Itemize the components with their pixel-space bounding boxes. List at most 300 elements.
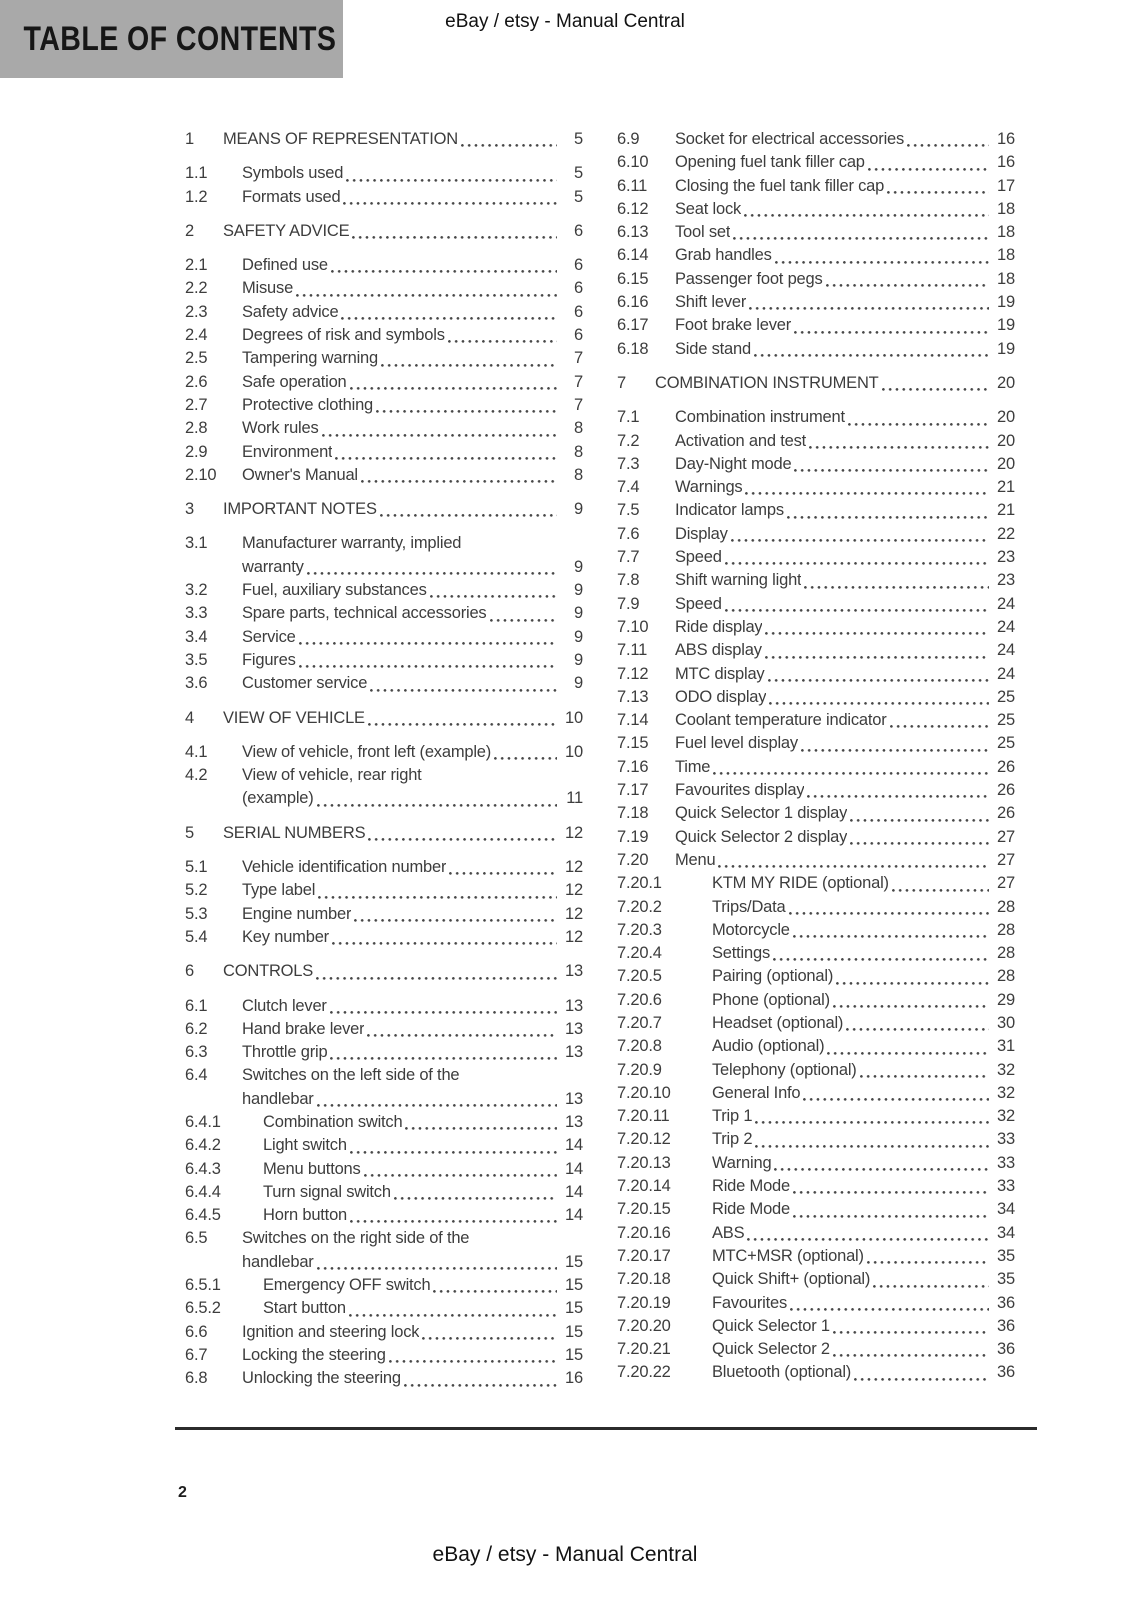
toc-entry-page: 10	[565, 708, 583, 727]
toc-entry-number: 7.20.5	[617, 967, 662, 986]
toc-entry	[185, 1297, 583, 1320]
toc-entry-page: 12	[565, 823, 583, 842]
toc-entry	[617, 942, 1015, 965]
toc-entry-number: 7.20.16	[617, 1223, 671, 1242]
toc-entry-title: Headset (optional)	[712, 1013, 844, 1032]
toc-entry	[185, 1367, 583, 1390]
toc-entry-number: 7.1	[617, 408, 640, 427]
toc-entry-page: 25	[997, 711, 1015, 730]
toc-leader-dots	[793, 935, 989, 938]
toc-entry-number: 6.4	[185, 1066, 208, 1085]
toc-entry-number: 6.15	[617, 269, 649, 288]
toc-entry-page: 9	[574, 674, 583, 693]
toc-entry-number: 6.13	[617, 223, 649, 242]
toc-entry	[617, 896, 1015, 919]
toc-entry-title: Phone (optional)	[712, 990, 830, 1009]
toc-entry-number: 7.14	[617, 711, 649, 730]
toc-entry-page: 20	[997, 431, 1015, 450]
toc-entry	[185, 1111, 583, 1134]
toc-entry-number: 6.5	[185, 1229, 208, 1248]
toc-entry-title: Environment	[242, 442, 333, 461]
toc-entry	[617, 244, 1015, 267]
toc-entry-title: Switches on the left side of the	[242, 1066, 460, 1085]
toc-leader-dots	[860, 1075, 989, 1078]
toc-entry	[185, 128, 583, 151]
toc-entry-number: 7.20.11	[617, 1107, 670, 1126]
toc-leader-dots	[343, 202, 557, 205]
toc-entry-page: 9	[574, 627, 583, 646]
toc-entry	[185, 1158, 583, 1181]
toc-entry	[185, 879, 583, 902]
toc-entry-page: 13	[565, 1112, 583, 1131]
toc-entry-number: 6.4.1	[185, 1112, 221, 1131]
toc-entry	[617, 802, 1015, 825]
toc-entry-page: 12	[565, 904, 583, 923]
toc-leader-dots	[773, 958, 989, 961]
page-number: 2	[178, 1484, 187, 1501]
toc-entry-page: 36	[997, 1316, 1015, 1335]
toc-entry-page: 32	[997, 1083, 1015, 1102]
page-title: TABLE OF CONTENTS	[23, 19, 337, 58]
toc-entry-number: 6	[185, 962, 194, 981]
toc-entry-page: 5	[574, 187, 583, 206]
toc-entry-number: 5.2	[185, 881, 208, 900]
toc-leader-dots	[368, 723, 557, 726]
toc-entry-title: MEANS OF REPRESENTATION	[223, 130, 458, 148]
toc-entry-page: 16	[565, 1369, 583, 1388]
toc-entry	[617, 616, 1015, 639]
toc-entry-number: 2.3	[185, 302, 208, 321]
toc-entry-number: 7.20.18	[617, 1270, 671, 1289]
toc-entry-page: 33	[997, 1130, 1015, 1149]
toc-entry	[617, 872, 1015, 895]
toc-leader-dots	[867, 1261, 989, 1264]
toc-entry-page: 6	[574, 256, 583, 275]
toc-entry-number: 1.1	[185, 164, 208, 183]
toc-entry-title: VIEW OF VEHICLE	[223, 708, 365, 727]
toc-entry-page: 36	[997, 1363, 1015, 1382]
toc-entry-number: 7.11	[617, 641, 648, 660]
toc-entry-page: 28	[997, 967, 1015, 986]
toc-entry-number: 7.20.12	[617, 1130, 671, 1149]
toc-leader-dots	[803, 1098, 989, 1101]
toc-entry-title: Customer service	[242, 674, 368, 693]
toc-entry-title: Service	[242, 627, 296, 646]
toc-entry-number: 6.3	[185, 1043, 208, 1062]
toc-entry	[185, 741, 583, 764]
toc-entry-page: 12	[565, 858, 583, 877]
toc-entry-title: Fuel, auxiliary substances	[242, 581, 427, 600]
toc-entry-page: 19	[997, 293, 1015, 312]
toc-entry-title: Trips/Data	[712, 897, 786, 916]
toc-leader-dots	[907, 144, 989, 147]
toc-leader-dots	[809, 446, 989, 449]
toc-entry-title: Protective clothing	[242, 395, 374, 414]
toc-entry-title: Fuel level display	[675, 734, 798, 753]
toc-entry-title: SAFETY ADVICE	[223, 221, 350, 240]
toc-entry-title: Misuse	[242, 279, 294, 298]
toc-entry-number: 3.5	[185, 650, 208, 669]
toc-entry-page: 15	[565, 1322, 583, 1341]
toc-entry-title: Throttle grip	[242, 1043, 328, 1062]
toc-entry-number: 7.9	[617, 594, 640, 613]
toc-entry-number: 6.12	[617, 199, 649, 218]
toc-entry-number: 6.4.3	[185, 1159, 221, 1178]
toc-entry-number: 7.20.3	[617, 920, 662, 939]
toc-entry-title: Turn signal switch	[263, 1182, 391, 1201]
toc-leader-dots	[854, 1378, 989, 1381]
toc-entry	[185, 1204, 583, 1227]
toc-entry-title: Warnings	[675, 478, 743, 497]
toc-entry	[185, 464, 583, 487]
toc-entry-title: Display	[675, 524, 728, 543]
toc-entry-page: 6	[574, 221, 583, 240]
toc-entry-title: Speed	[675, 594, 722, 613]
toc-entry-page: 23	[997, 548, 1015, 567]
toc-entry	[617, 151, 1015, 174]
toc-leader-dots	[368, 838, 557, 841]
toc-entry	[617, 1245, 1015, 1268]
toc-entry-title: Time	[675, 757, 711, 776]
toc-entry-number: 7.10	[617, 617, 649, 636]
toc-entry-continuation	[185, 1088, 583, 1111]
toc-entry-number: 6.2	[185, 1019, 208, 1038]
toc-entry-page: 27	[997, 850, 1015, 869]
toc-leader-dots	[341, 317, 557, 320]
toc-entry-title: Tampering warning	[242, 349, 379, 368]
toc-entry-title: Ignition and steering lock	[242, 1322, 420, 1341]
toc-entry-number: 7.20.1	[617, 874, 662, 893]
toc-entry-title: Shift warning light	[675, 571, 802, 590]
toc-entry	[185, 162, 583, 185]
toc-entry	[185, 822, 583, 845]
toc-entry-page: 5	[574, 130, 583, 148]
toc-entry-number: 2.4	[185, 326, 208, 345]
toc-entry-page: 14	[565, 1182, 583, 1201]
toc-entry	[617, 291, 1015, 314]
toc-entry	[185, 277, 583, 300]
toc-entry-title: Owner's Manual	[242, 465, 358, 484]
toc-leader-dots	[789, 912, 990, 915]
toc-entry	[617, 372, 1015, 395]
toc-entry	[617, 1152, 1015, 1175]
toc-entry-title: ODO display	[675, 687, 767, 706]
toc-entry	[617, 546, 1015, 569]
toc-leader-dots	[394, 1197, 557, 1200]
toc-leader-dots	[733, 237, 989, 240]
toc-leader-dots	[332, 942, 557, 945]
toc-leader-dots	[790, 1308, 989, 1311]
toc-leader-dots	[718, 865, 989, 868]
toc-entry-page: 5	[574, 164, 583, 183]
toc-entry	[617, 919, 1015, 942]
toc-entry	[617, 965, 1015, 988]
toc-entry-number: 7.20.2	[617, 897, 662, 916]
toc-entry	[617, 476, 1015, 499]
toc-entry-number: 7.20.9	[617, 1060, 662, 1079]
toc-entry-title: View of vehicle, rear right	[242, 766, 422, 785]
toc-entry-title: Trip 2	[712, 1130, 753, 1149]
toc-entry-page: 33	[997, 1153, 1015, 1172]
toc-entry-title: Unlocking the steering	[242, 1369, 401, 1388]
toc-leader-dots	[299, 642, 557, 645]
toc-entry-number: 7.8	[617, 571, 640, 590]
toc-entry-title: Quick Selector 1	[712, 1316, 830, 1335]
toc-entry-page: 14	[565, 1206, 583, 1225]
toc-entry	[185, 347, 583, 370]
toc-entry-title: Bluetooth (optional)	[712, 1363, 852, 1382]
toc-leader-dots	[490, 619, 558, 622]
toc-entry	[617, 1082, 1015, 1105]
toc-entry-title: handlebar	[242, 1252, 314, 1271]
toc-entry-title: CONTROLS	[223, 962, 314, 981]
toc-entry	[617, 1361, 1015, 1384]
toc-entry-page: 26	[997, 804, 1015, 823]
toc-entry-title: Tool set	[675, 223, 731, 242]
toc-entry-title: MTC display	[675, 664, 765, 683]
toc-leader-dots	[494, 757, 557, 760]
toc-entry-page: 26	[997, 781, 1015, 800]
toc-leader-dots	[381, 364, 557, 367]
toc-entry	[185, 1274, 583, 1297]
toc-entry	[185, 649, 583, 672]
toc-entry-number: 6.5.2	[185, 1299, 221, 1318]
toc-entry-number: 6.18	[617, 339, 649, 358]
toc-leader-dots	[317, 1104, 557, 1107]
toc-entry-page: 24	[997, 664, 1015, 683]
toc-entry-page: 18	[997, 246, 1015, 265]
toc-entry	[185, 1181, 583, 1204]
toc-entry-number: 2.7	[185, 395, 208, 414]
toc-entry	[617, 756, 1015, 779]
toc-entry	[617, 128, 1015, 151]
toc-entry	[185, 926, 583, 949]
toc-leader-dots	[405, 1127, 557, 1130]
toc-entry	[617, 523, 1015, 546]
toc-entry	[617, 430, 1015, 453]
toc-entry-page: 20	[997, 454, 1015, 473]
toc-entry	[185, 626, 583, 649]
toc-entry-title: Spare parts, technical accessories	[242, 604, 487, 623]
toc-entry	[617, 499, 1015, 522]
toc-entry	[185, 602, 583, 625]
toc-entry-number: 7.16	[617, 757, 649, 776]
toc-entry	[617, 1315, 1015, 1338]
toc-leader-dots	[807, 795, 989, 798]
toc-entry-page: 32	[997, 1107, 1015, 1126]
toc-entry-page: 27	[997, 874, 1015, 893]
toc-entry-page: 16	[997, 153, 1015, 172]
toc-entry	[185, 1064, 583, 1087]
toc-leader-dots	[827, 1052, 989, 1055]
toc-entry-page: 9	[574, 581, 583, 600]
toc-entry	[617, 663, 1015, 686]
toc-entry	[617, 779, 1015, 802]
toc-entry	[185, 254, 583, 277]
toc-entry-page: 16	[997, 130, 1015, 148]
toc-entry-page: 10	[565, 742, 583, 761]
toc-entry-number: 7.6	[617, 524, 640, 543]
toc-entry-number: 7.3	[617, 454, 640, 473]
toc-entry-number: 6.17	[617, 316, 649, 335]
toc-entry-title: Seat lock	[675, 199, 742, 218]
toc-entry-title: Pairing (optional)	[712, 967, 834, 986]
toc-entry-number: 7.20	[617, 850, 649, 869]
toc-entry-page: 9	[574, 500, 583, 519]
toc-leader-dots	[354, 919, 557, 922]
toc-entry-page: 24	[997, 641, 1015, 660]
toc-entry-page: 36	[997, 1293, 1015, 1312]
toc-entry-page: 6	[574, 326, 583, 345]
toc-entry	[617, 732, 1015, 755]
toc-entry-number: 5	[185, 823, 194, 842]
toc-entry-title: Engine number	[242, 904, 352, 923]
toc-entry-title: Start button	[263, 1299, 346, 1318]
toc-entry-number: 6.6	[185, 1322, 208, 1341]
toc-entry-number: 7.7	[617, 548, 640, 567]
toc-leader-dots	[713, 772, 989, 775]
toc-entry	[185, 394, 583, 417]
toc-leader-dots	[850, 842, 989, 845]
toc-entry-number: 3.3	[185, 604, 208, 623]
toc-entry	[617, 1035, 1015, 1058]
toc-entry-number: 7.19	[617, 827, 649, 846]
toc-leader-dots	[376, 410, 557, 413]
toc-leader-dots	[370, 689, 557, 692]
toc-leader-dots	[793, 1215, 989, 1218]
toc-entry-page: 23	[997, 571, 1015, 590]
toc-entry	[617, 709, 1015, 732]
toc-leader-dots	[769, 702, 989, 705]
toc-leader-dots	[331, 270, 557, 273]
toc-entry-page: 25	[997, 734, 1015, 753]
toc-column-left	[185, 128, 583, 1391]
toc-entry-title: handlebar	[242, 1089, 314, 1108]
toc-leader-dots	[755, 1121, 989, 1124]
toc-entry-title: MTC+MSR (optional)	[712, 1246, 864, 1265]
toc-entry-page: 14	[565, 1159, 583, 1178]
toc-entry-title: Work rules	[242, 419, 319, 438]
toc-leader-dots	[833, 1331, 989, 1334]
toc-entry-title: Defined use	[242, 256, 328, 275]
toc-entry-number: 7.20.17	[617, 1246, 671, 1265]
watermark-top: eBay / etsy - Manual Central	[445, 11, 685, 32]
toc-entry	[185, 532, 583, 555]
toc-entry	[617, 826, 1015, 849]
toc-entry-page: 12	[565, 881, 583, 900]
toc-entry-title: Safe operation	[242, 372, 347, 391]
toc-entry	[617, 338, 1015, 361]
toc-leader-dots	[755, 1145, 989, 1148]
toc-entry-number: 7.12	[617, 664, 649, 683]
toc-entry-page: 15	[565, 1252, 583, 1271]
toc-entry-number: 7.20.4	[617, 944, 662, 963]
toc-leader-dots	[848, 423, 989, 426]
toc-entry-number: 6.11	[617, 176, 648, 195]
toc-leader-dots	[731, 539, 989, 542]
toc-entry-page: 28	[997, 944, 1015, 963]
toc-entry	[185, 579, 583, 602]
toc-entry	[617, 849, 1015, 872]
toc-entry-title: Quick Shift+ (optional)	[712, 1270, 871, 1289]
toc-entry-title: Closing the fuel tank filler cap	[675, 176, 885, 195]
toc-leader-dots	[299, 665, 557, 668]
toc-entry-page: 18	[997, 223, 1015, 242]
toc-leader-dots	[833, 1005, 989, 1008]
toc-entry	[617, 1059, 1015, 1082]
toc-leader-dots	[754, 354, 989, 357]
toc-entry	[617, 1338, 1015, 1361]
toc-entry-number: 7.20.10	[617, 1083, 671, 1102]
toc-entry	[617, 1222, 1015, 1245]
toc-entry-title: Locking the steering	[242, 1345, 386, 1364]
toc-entry-title: Favourites display	[675, 781, 805, 800]
toc-entry	[617, 569, 1015, 592]
table-of-contents	[185, 128, 1015, 1391]
toc-entry-title: Speed	[675, 548, 722, 567]
toc-entry-page: 17	[997, 176, 1015, 195]
toc-entry	[185, 1344, 583, 1367]
toc-entry-title: Quick Selector 2	[712, 1340, 830, 1359]
toc-leader-dots	[380, 514, 557, 517]
toc-leader-dots	[850, 819, 989, 822]
toc-leader-dots	[350, 1151, 557, 1154]
toc-entry-page: 32	[997, 1060, 1015, 1079]
toc-leader-dots	[836, 982, 989, 985]
toc-leader-dots	[364, 1174, 557, 1177]
toc-entry-page: 9	[574, 650, 583, 669]
toc-entry-page: 22	[997, 524, 1015, 543]
watermark-bottom: eBay / etsy - Manual Central	[432, 1543, 698, 1566]
toc-leader-dots	[887, 191, 989, 194]
toc-leader-dots	[787, 516, 989, 519]
toc-entry	[185, 441, 583, 464]
toc-entry-page: 28	[997, 897, 1015, 916]
toc-entry-page: 12	[565, 927, 583, 946]
toc-entry-number: 7	[617, 373, 626, 392]
toc-leader-dots	[330, 1057, 557, 1060]
toc-entry-title: Vehicle identification number	[242, 858, 447, 877]
toc-leader-dots	[749, 307, 989, 310]
toc-entry	[185, 186, 583, 209]
toc-entry-number: 7.13	[617, 687, 649, 706]
toc-entry-number: 7.5	[617, 501, 640, 520]
toc-entry	[617, 453, 1015, 476]
toc-leader-dots	[804, 586, 989, 589]
toc-entry-title: Figures	[242, 650, 296, 669]
toc-entry-number: 4.2	[185, 766, 208, 785]
toc-leader-dots	[890, 725, 989, 728]
toc-leader-dots	[335, 457, 557, 460]
toc-leader-dots	[449, 872, 557, 875]
toc-leader-dots	[833, 1354, 989, 1357]
toc-entry	[617, 989, 1015, 1012]
toc-entry	[185, 903, 583, 926]
toc-entry-number: 2	[185, 221, 194, 240]
toc-leader-dots	[793, 1191, 989, 1194]
toc-entry-number: 2.10	[185, 465, 217, 484]
toc-entry-number: 6.8	[185, 1369, 208, 1388]
toc-entry-number: 3.2	[185, 581, 208, 600]
toc-entry-number: 6.9	[617, 130, 640, 148]
toc-leader-dots	[765, 656, 989, 659]
toc-entry-page: 11	[566, 789, 583, 808]
toc-entry-number: 5.4	[185, 927, 208, 946]
toc-entry-page: 36	[997, 1340, 1015, 1359]
toc-entry-page: 8	[574, 442, 583, 461]
toc-entry	[185, 672, 583, 695]
toc-entry	[185, 707, 583, 730]
